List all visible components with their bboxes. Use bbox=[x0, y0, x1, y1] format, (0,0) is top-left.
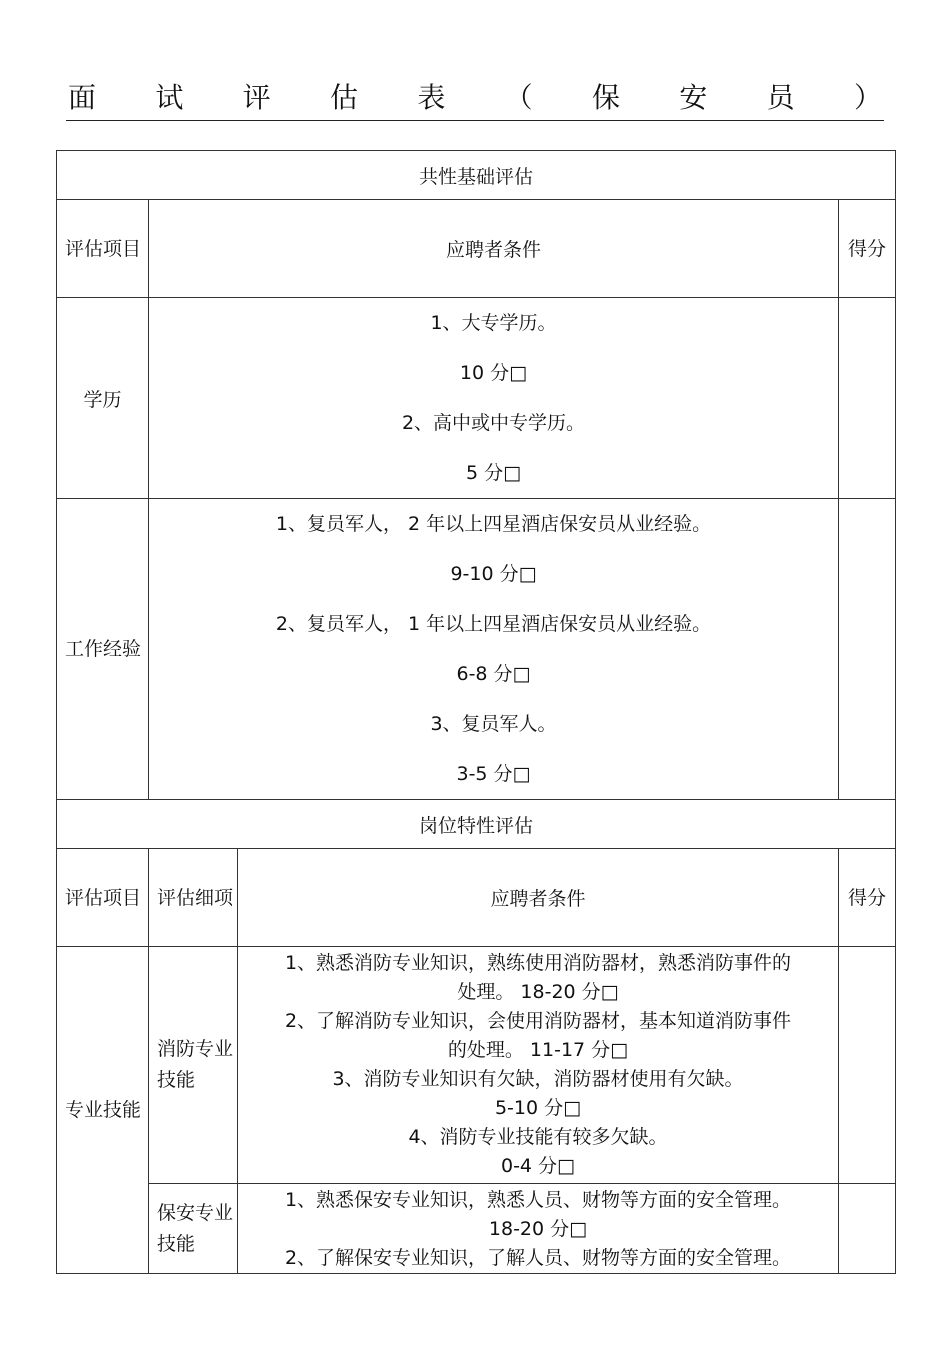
criteria-line: 0-4 分□ bbox=[500, 1155, 576, 1177]
criteria-line: 5 分□ bbox=[465, 462, 522, 484]
header-item: 评估项目 bbox=[57, 200, 149, 298]
security-skill-criteria bbox=[238, 1184, 839, 1274]
section-row-common bbox=[57, 151, 896, 200]
title-char: 面 bbox=[68, 81, 97, 114]
criteria-line: 3、消防专业知识有欠缺，消防器材使用有欠缺。 bbox=[332, 1068, 744, 1090]
security-skill-label: 保安专业技能 bbox=[149, 1184, 238, 1274]
criteria-line: 4、消防专业技能有较多欠缺。 bbox=[408, 1126, 668, 1148]
education-score-cell[interactable] bbox=[839, 298, 896, 499]
header-conditions: 应聘者条件 bbox=[238, 849, 839, 947]
professional-label: 专业技能 bbox=[57, 947, 149, 1274]
criteria-line: 1、大专学历。 bbox=[430, 312, 557, 334]
experience-criteria bbox=[149, 499, 839, 800]
title-char: 员 bbox=[766, 81, 795, 114]
title-char: ） bbox=[853, 81, 882, 114]
title-char: 估 bbox=[329, 81, 358, 114]
education-label: 学历 bbox=[57, 298, 149, 499]
criteria-line: 2、了解保安专业知识，了解人员、财物等方面的安全管理。 bbox=[284, 1247, 792, 1269]
header-conditions: 应聘者条件 bbox=[149, 200, 839, 298]
fire-skill-score-cell[interactable] bbox=[839, 947, 896, 1184]
criteria-line: 3-5 分□ bbox=[456, 763, 531, 785]
experience-label: 工作经验 bbox=[57, 499, 149, 800]
section-row-post bbox=[57, 800, 896, 849]
evaluation-table bbox=[56, 150, 896, 1274]
section-title-post: 岗位特性评估 bbox=[57, 800, 896, 849]
criteria-line: 5-10 分□ bbox=[494, 1097, 582, 1119]
education-criteria bbox=[149, 298, 839, 499]
row-security-skill bbox=[57, 1184, 896, 1274]
criteria-line: 1、熟悉消防专业知识，熟练使用消防器材，熟悉消防事件的 bbox=[284, 952, 792, 974]
row-fire-skill bbox=[57, 947, 896, 1184]
section-title-common: 共性基础评估 bbox=[57, 151, 896, 200]
criteria-line: 2、了解消防专业知识，会使用消防器材，基本知道消防事件 bbox=[284, 1010, 792, 1032]
page-title bbox=[68, 76, 882, 116]
criteria-line: 1、熟悉保安专业知识，熟悉人员、财物等方面的安全管理。 bbox=[284, 1189, 792, 1211]
title-char: 安 bbox=[679, 81, 708, 114]
criteria-line: 18-20 分□ bbox=[488, 1218, 588, 1240]
row-education bbox=[57, 298, 896, 499]
header-score: 得分 bbox=[839, 200, 896, 298]
criteria-line: 2、高中或中专学历。 bbox=[401, 412, 586, 434]
fire-skill-label: 消防专业技能 bbox=[149, 947, 238, 1184]
header-item: 评估项目 bbox=[57, 849, 149, 947]
experience-score-cell[interactable] bbox=[839, 499, 896, 800]
header-score: 得分 bbox=[839, 849, 896, 947]
criteria-line: 6-8 分□ bbox=[456, 663, 531, 685]
criteria-line: 1、复员军人， 2 年以上四星酒店保安员从业经验。 bbox=[275, 513, 712, 535]
title-underline bbox=[66, 120, 884, 121]
title-char: 试 bbox=[155, 81, 184, 114]
fire-skill-criteria bbox=[238, 947, 839, 1184]
criteria-line: 10 分□ bbox=[459, 362, 528, 384]
criteria-line: 3、复员军人。 bbox=[430, 713, 557, 735]
title-char: 表 bbox=[417, 81, 446, 114]
criteria-line: 9-10 分□ bbox=[450, 563, 537, 585]
header-row-common bbox=[57, 200, 896, 298]
security-skill-score-cell[interactable] bbox=[839, 1184, 896, 1274]
title-char: 保 bbox=[591, 81, 620, 114]
criteria-line: 的处理。 11-17 分□ bbox=[447, 1039, 629, 1061]
row-experience bbox=[57, 499, 896, 800]
criteria-line: 2、复员军人， 1 年以上四星酒店保安员从业经验。 bbox=[275, 613, 712, 635]
header-detail: 评估细项 bbox=[149, 849, 238, 947]
criteria-line: 处理。 18-20 分□ bbox=[457, 981, 619, 1003]
header-row-post bbox=[57, 849, 896, 947]
title-char: （ bbox=[504, 81, 533, 114]
title-char: 评 bbox=[242, 81, 271, 114]
